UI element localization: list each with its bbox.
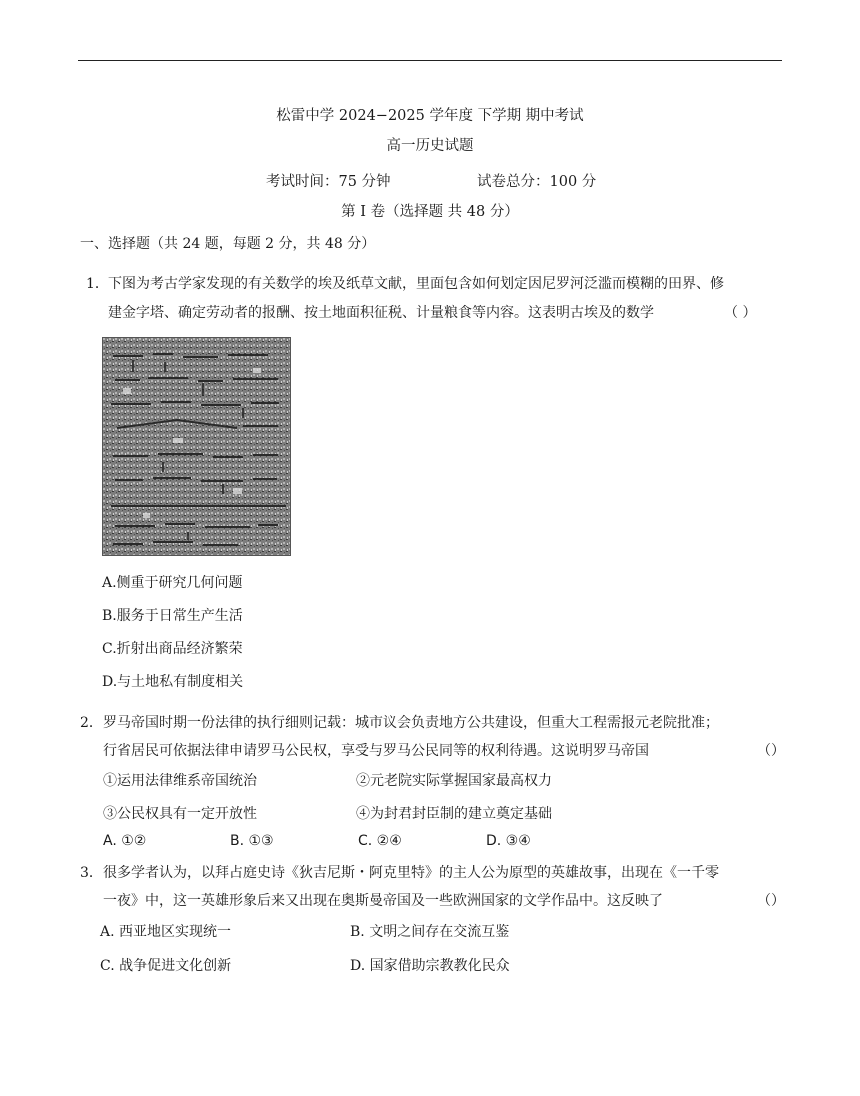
papyrus-image (102, 337, 291, 556)
top-rule (78, 60, 782, 61)
q2-option-c[interactable]: C. ②④ (358, 833, 402, 849)
exam-title: 松雷中学 2024−2025 学年度 下学期 期中考试 (276, 108, 584, 124)
exam-time: 考试时间：75 分钟 (266, 174, 391, 190)
q3-bracket: （） (757, 893, 785, 909)
q1-option-b[interactable]: B.服务于日常生产生活 (102, 608, 243, 624)
q2-statement-2: ②元老院实际掌握国家最高权力 (356, 773, 552, 789)
q2-option-d[interactable]: D. ③④ (486, 833, 531, 849)
q2-bracket: （） (757, 743, 785, 759)
volume-heading: 第 I 卷（选择题 共 48 分） (341, 204, 519, 220)
q3-number: 3． (80, 865, 103, 881)
q1-option-d[interactable]: D.与土地私有制度相关 (102, 674, 244, 690)
q3-option-b[interactable]: B. 文明之间存在交流互鉴 (350, 924, 510, 940)
q1-line2: 建金字塔、确定劳动者的报酬、按土地面积征税、计量粮食等内容。这表明古埃及的数学 (108, 305, 654, 321)
q2-line1: 罗马帝国时期一份法律的执行细则记载：城市议会负责地方公共建设，但重大工程需报元老院批准； (103, 715, 719, 731)
q2-statement-1: ①运用法律维系帝国统治 (103, 773, 257, 789)
q2-statement-4: ④为封君封臣制的建立奠定基础 (356, 806, 552, 822)
section-heading: 一、选择题（共 24 题，每题 2 分，共 48 分） (80, 236, 376, 252)
q3-option-a[interactable]: A. 西亚地区实现统一 (100, 924, 232, 940)
q3-option-d[interactable]: D. 国家借助宗教教化民众 (350, 958, 510, 974)
q2-option-b[interactable]: B. ①③ (230, 833, 274, 849)
q1-bracket: （ ） (724, 305, 757, 321)
q2-number: 2． (80, 715, 103, 731)
q3-option-c[interactable]: C. 战争促进文化创新 (100, 958, 232, 974)
q3-line2: 一夜》中，这一英雄形象后来又出现在奥斯曼帝国及一些欧洲国家的文学作品中。这反映了 (103, 893, 663, 909)
q2-option-a[interactable]: A. ①② (103, 833, 147, 849)
q1-option-a[interactable]: A.侧重于研究几何问题 (102, 575, 243, 591)
q1-line1: 下图为考古学家发现的有关数学的埃及纸草文献，里面包含如何划定因尼罗河泛滥而模糊的田界、修 (108, 276, 724, 292)
exam-total: 试卷总分：100 分 (477, 174, 597, 190)
q1-number: 1． (86, 276, 109, 292)
exam-subtitle: 高一历史试题 (386, 138, 474, 154)
q3-line1: 很多学者认为，以拜占庭史诗《狄吉尼斯・阿克里特》的主人公为原型的英雄故事，出现在《一千零 (103, 865, 719, 881)
q2-statement-3: ③公民权具有一定开放性 (103, 806, 257, 822)
q1-option-c[interactable]: C.折射出商品经济繁荣 (102, 641, 243, 657)
q2-line2: 行省居民可依据法律申请罗马公民权，享受与罗马公民同等的权利待遇。这说明罗马帝国 (103, 743, 649, 759)
